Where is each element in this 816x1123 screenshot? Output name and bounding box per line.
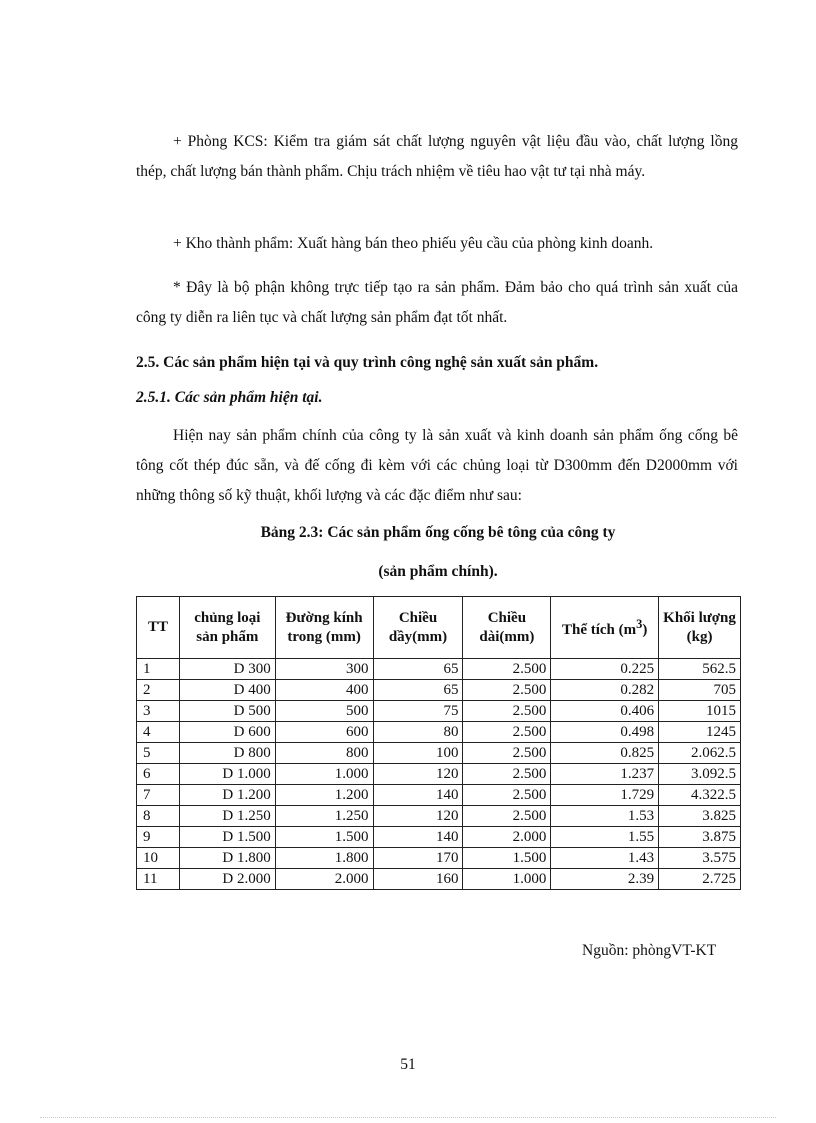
cell-length: 2.500 xyxy=(463,659,551,680)
cell-weight: 562.5 xyxy=(659,659,741,680)
cell-weight: 4.322.5 xyxy=(659,785,741,806)
header-thickness: Chiều dầy(mm) xyxy=(373,597,463,659)
cell-thickness: 65 xyxy=(373,659,463,680)
header-volume-close: ) xyxy=(642,622,648,638)
table-row xyxy=(137,785,741,806)
cell-inner-diameter: 600 xyxy=(275,722,373,743)
cell-inner-diameter: 800 xyxy=(275,743,373,764)
table-row xyxy=(137,680,741,701)
cell-volume: 0.282 xyxy=(551,680,659,701)
cell-tt: 8 xyxy=(137,806,180,827)
subsection-heading: 2.5.1. Các sản phẩm hiện tại. xyxy=(136,389,323,406)
table-row xyxy=(137,743,741,764)
cell-volume: 1.43 xyxy=(551,848,659,869)
cell-weight: 2.725 xyxy=(659,869,741,890)
section-heading: 2.5. Các sản phẩm hiện tại và quy trình công nghệ sản xuất sản phẩm. xyxy=(136,354,599,371)
cell-tt: 2 xyxy=(137,680,180,701)
table-row xyxy=(137,701,741,722)
cell-type: D 1.800 xyxy=(179,848,275,869)
table-row xyxy=(137,722,741,743)
cell-weight: 3.575 xyxy=(659,848,741,869)
cell-volume: 0.225 xyxy=(551,659,659,680)
paragraph-kcs: + Phòng KCS: Kiểm tra giám sát chất lượng nguyên vật liệu đầu vào, chất lượng lồng thép, chất lượng bán thành phẩm. Chịu trách nhiệm về tiêu hao vật tư tại nhà máy. xyxy=(136,133,738,180)
cell-length: 2.500 xyxy=(463,701,551,722)
cell-thickness: 160 xyxy=(373,869,463,890)
table-caption-line2: (sản phẩm chính). xyxy=(378,563,498,580)
cell-tt: 11 xyxy=(137,869,180,890)
cell-inner-diameter: 300 xyxy=(275,659,373,680)
cell-inner-diameter: 1.800 xyxy=(275,848,373,869)
cell-weight: 3.092.5 xyxy=(659,764,741,785)
paragraph-warehouse: + Kho thành phẩm: Xuất hàng bán theo phiếu yêu cầu của phòng kinh doanh. xyxy=(173,235,654,252)
cell-volume: 2.39 xyxy=(551,869,659,890)
header-volume xyxy=(551,597,659,659)
table-row xyxy=(137,764,741,785)
cell-thickness: 120 xyxy=(373,764,463,785)
cell-thickness: 120 xyxy=(373,806,463,827)
cell-tt: 5 xyxy=(137,743,180,764)
header-volume-text: Thể tích (m xyxy=(561,622,637,638)
cell-length: 2.500 xyxy=(463,806,551,827)
cell-length: 2.500 xyxy=(463,722,551,743)
cell-length: 2.500 xyxy=(463,680,551,701)
cell-type: D 1.000 xyxy=(179,764,275,785)
table-header-row xyxy=(137,597,741,659)
cell-volume: 1.53 xyxy=(551,806,659,827)
cell-thickness: 65 xyxy=(373,680,463,701)
cell-inner-diameter: 400 xyxy=(275,680,373,701)
cell-type: D 500 xyxy=(179,701,275,722)
table-row xyxy=(137,848,741,869)
page-bottom-rule xyxy=(40,1117,776,1118)
cell-inner-diameter: 1.250 xyxy=(275,806,373,827)
header-length: Chiều dài(mm) xyxy=(463,597,551,659)
cell-thickness: 140 xyxy=(373,785,463,806)
cell-volume: 1.729 xyxy=(551,785,659,806)
cell-volume: 0.825 xyxy=(551,743,659,764)
cell-tt: 10 xyxy=(137,848,180,869)
cell-type: D 2.000 xyxy=(179,869,275,890)
page-number: 51 xyxy=(400,1056,416,1073)
header-volume-sup: 3 xyxy=(636,617,643,631)
paragraph-note: * Đây là bộ phận không trực tiếp tạo ra sản phẩm. Đảm bảo cho quá trình sản xuất của công ty diễn ra liên tục và chất lượng sản phẩm đạt tốt nhất. xyxy=(136,279,738,326)
cell-type: D 800 xyxy=(179,743,275,764)
table-row xyxy=(137,659,741,680)
cell-length: 2.000 xyxy=(463,827,551,848)
cell-weight: 2.062.5 xyxy=(659,743,741,764)
cell-tt: 3 xyxy=(137,701,180,722)
cell-tt: 6 xyxy=(137,764,180,785)
cell-inner-diameter: 2.000 xyxy=(275,869,373,890)
cell-thickness: 100 xyxy=(373,743,463,764)
cell-inner-diameter: 1.000 xyxy=(275,764,373,785)
cell-thickness: 75 xyxy=(373,701,463,722)
table-row xyxy=(137,827,741,848)
cell-length: 1.000 xyxy=(463,869,551,890)
table-row xyxy=(137,806,741,827)
cell-volume: 0.498 xyxy=(551,722,659,743)
paragraph-intro: Hiện nay sản phẩm chính của công ty là sản xuất và kinh doanh sản phẩm ống cống bê tông cốt thép đúc sẵn, và đế cống đi kèm với các chủng loại từ D300mm đến D2000mm với những thông số kỹ thuật, khối lượng và các đặc điểm như sau: xyxy=(136,427,738,504)
header-weight: Khối lượng (kg) xyxy=(659,597,741,659)
products-table xyxy=(136,596,741,890)
cell-length: 2.500 xyxy=(463,743,551,764)
cell-tt: 9 xyxy=(137,827,180,848)
cell-type: D 1.200 xyxy=(179,785,275,806)
cell-length: 2.500 xyxy=(463,764,551,785)
cell-weight: 3.875 xyxy=(659,827,741,848)
cell-weight: 705 xyxy=(659,680,741,701)
header-tt: TT xyxy=(137,597,180,659)
cell-inner-diameter: 1.200 xyxy=(275,785,373,806)
table-row xyxy=(137,869,741,890)
cell-thickness: 140 xyxy=(373,827,463,848)
table-source: Nguồn: phòngVT-KT xyxy=(582,942,717,959)
cell-volume: 1.237 xyxy=(551,764,659,785)
cell-type: D 1.500 xyxy=(179,827,275,848)
cell-volume: 0.406 xyxy=(551,701,659,722)
table-caption-line1: Bảng 2.3: Các sản phẩm ống cống bê tông của công ty xyxy=(260,524,616,541)
cell-thickness: 80 xyxy=(373,722,463,743)
cell-inner-diameter: 1.500 xyxy=(275,827,373,848)
cell-thickness: 170 xyxy=(373,848,463,869)
cell-length: 2.500 xyxy=(463,785,551,806)
cell-type: D 300 xyxy=(179,659,275,680)
cell-length: 1.500 xyxy=(463,848,551,869)
cell-weight: 1015 xyxy=(659,701,741,722)
cell-type: D 1.250 xyxy=(179,806,275,827)
cell-tt: 7 xyxy=(137,785,180,806)
cell-volume: 1.55 xyxy=(551,827,659,848)
cell-weight: 3.825 xyxy=(659,806,741,827)
header-type: chủng loại sản phẩm xyxy=(179,597,275,659)
cell-inner-diameter: 500 xyxy=(275,701,373,722)
cell-type: D 600 xyxy=(179,722,275,743)
cell-type: D 400 xyxy=(179,680,275,701)
cell-tt: 4 xyxy=(137,722,180,743)
cell-weight: 1245 xyxy=(659,722,741,743)
cell-tt: 1 xyxy=(137,659,180,680)
header-inner-diameter: Đường kính trong (mm) xyxy=(275,597,373,659)
